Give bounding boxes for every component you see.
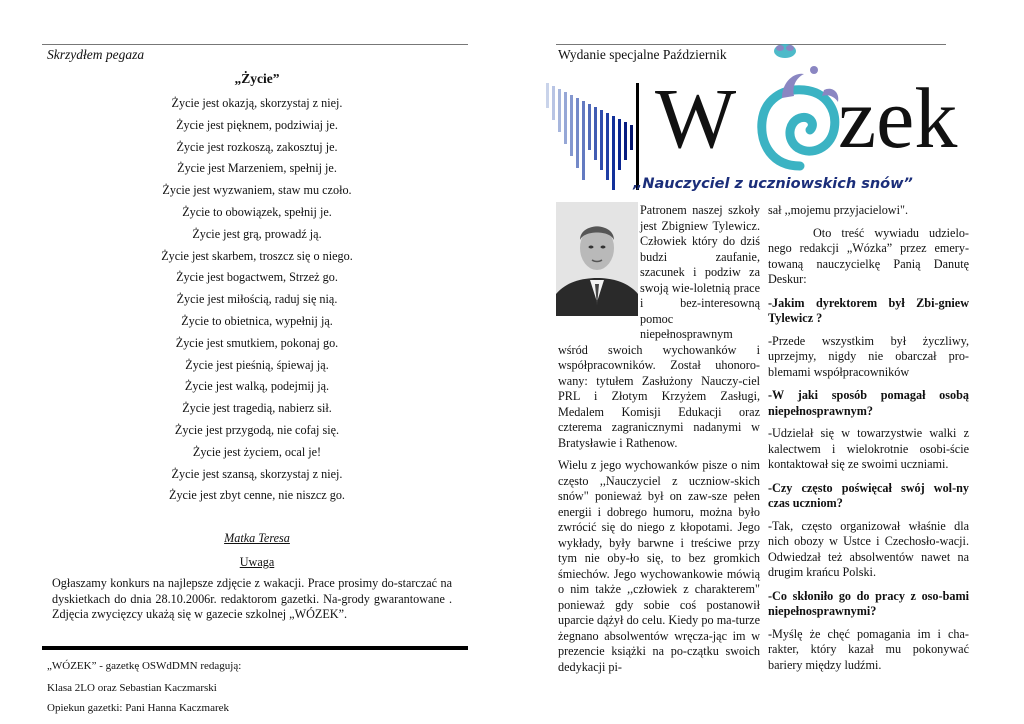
- notice-body: Ogłaszamy konkurs na najlepsze zdjęcie z wakacji. Prace prosimy do-starczać na dyskietkach do dnia 28.10.2006r. redaktorom gazetki. Na-grody gwarantowane . Zdjęcia zwycięzcy ukażą się w gazecie szkolnej „WÓZEK”.: [52, 576, 452, 621]
- decorative-bar: [552, 86, 555, 120]
- editors-line-1: „WÓZEK” - gazetkę OSWdDMN redagują:: [47, 660, 242, 672]
- poem-line: Życie jest zbyt cenne, nie niszcz go.: [169, 488, 345, 503]
- decorative-bar: [594, 107, 597, 160]
- notice-title: Uwaga: [239, 555, 275, 569]
- article-paragraph-1: Patronem naszej szkoły jest Zbigniew Tylewicz. Człowiek który do dziś budzi zaufanie, szacunek i podziw za swoją wie-loletnią prace i bez-interesowną pomoc niepełnosprawnym wśród swoich wychowanków i współpracowników. Został uhonoro-wany: tytułem Zasłużony Nauczy-ciel PRL i Złotym Krzyżem Zasługi, Medalem Komisji Edukacji oraz czterema zagranicznymi nadanymi w Bratysławie i Rathenow.: [558, 203, 760, 450]
- poem-line: Życie jest bogactwem, Strzeż go.: [176, 270, 338, 285]
- section-title: Skrzydłem pegaza: [47, 47, 145, 62]
- interview-answer: -Udzielał się w towarzystwie walki z kalectwem i wielokrotnie osobi-ście kontaktował się ze swoimi uczniami.: [768, 426, 969, 471]
- poem-line: Życie jest skarbem, troszcz się o niego.: [161, 248, 353, 263]
- right-top-rule: [556, 44, 946, 45]
- decorative-bar: [582, 101, 585, 180]
- article-column-2: [768, 203, 969, 673]
- poem-line: Życie jest okazją, skorzystaj z niej.: [171, 96, 343, 110]
- poem-line: Życie jest miłością, raduj się nią.: [176, 292, 338, 307]
- article-column-1: [558, 203, 760, 675]
- swirl-o-icon: [752, 60, 848, 172]
- decorative-bar: [600, 110, 603, 170]
- editors-line-3: Opiekun gazetki: Pani Hanna Kaczmarek: [47, 702, 230, 714]
- poem-line: Życie jest tragedią, nabierz sił.: [182, 401, 332, 416]
- decorative-bar: [570, 95, 573, 156]
- poem-line: Życie jest wyzwaniem, staw mu czoło.: [162, 183, 352, 198]
- poem-title: „Życie”: [234, 71, 280, 86]
- decorative-bar: [636, 83, 639, 190]
- interview-intro: sał ,,mojemu przyjacielowi".: [768, 203, 909, 217]
- left-top-rule: [42, 44, 468, 45]
- logo-letter-w: W: [655, 70, 737, 166]
- edition-label: Wydanie specjalne Październik: [558, 47, 727, 62]
- poem-line: Życie jest rozkoszą, zakosztuj je.: [176, 139, 338, 154]
- decorative-bar: [564, 92, 567, 144]
- interview-answer: -Myślę że chęć pomagania im i cha-rakter, który kazał mu pokonywać bariery między ludźmi.: [768, 626, 969, 672]
- poem-line: Życie to obowiązek, spełnij je.: [182, 204, 332, 219]
- poem: [47, 68, 467, 507]
- decorative-bar: [624, 122, 627, 160]
- logo-letters-zek: zek: [838, 70, 958, 166]
- decorative-bar: [606, 113, 609, 180]
- poem-line: Życie jest Marzeniem, spełnij je.: [177, 161, 337, 176]
- poem-line: Życie jest pieśnią, śpiewaj ją.: [185, 357, 329, 372]
- swirl-small-icon: [771, 40, 799, 60]
- decorative-bar: [588, 104, 591, 150]
- poem-line: Życie jest smutkiem, pokonaj go.: [175, 335, 339, 350]
- article-headline: „Nauczyciel z uczniowskich snów”: [633, 176, 913, 192]
- interview-question: -Czy często poświęcał swój wol-ny czas uczniom?: [768, 480, 969, 510]
- interview-answer: -Przede wszystkim był życzliwy, uprzejmy, nigdy nie obarczał pro-blemami współpracowników: [768, 333, 969, 379]
- footer-thick-rule: [42, 646, 468, 650]
- editors-line-2: Klasa 2LO oraz Sebastian Kaczmarski: [47, 682, 217, 694]
- article-paragraph-2: Wielu z jego wychowanków pisze o nim często ,,Nauczyciel z uczniow-skich snów" ponieważ był on zaw-sze pełen energii i dobrego humoru, można było zwrócić się do niego z kłopotami. Jego wykłady, były barwne i treściwe przy tym nie oby-ło się, to bez gromkich śmiechów. Jego wychowankowie mówią o nim także ,,człowiek z charakterem" ponieważ gdy sobie coś postanowił uparcie dążył do celu. Kiedy po ma-turze żegnano absolwentów wręcza-jąc im w prezencie książki na po-czątku swoich dedykacji pi-: [558, 458, 760, 674]
- interview-question: -Jakim dyrektorem był Zbi-gniew Tylewicz ?: [768, 295, 969, 325]
- decorative-bar: [612, 116, 615, 190]
- interview-answer: -Tak, często organizował właśnie dla nich obozy w Ustce i Czechosło-wacji. Odwiedzał też absolwentów nawet na drugim krańcu Polski.: [768, 518, 969, 579]
- decorative-bar: [546, 83, 549, 108]
- poem-line: Życie jest szansą, skorzystaj z niej.: [171, 466, 343, 481]
- poem-line: Życie jest życiem, ocal je!: [192, 444, 322, 459]
- poem-line: Życie jest przygodą, nie cofaj się.: [174, 422, 340, 437]
- decorative-bar: [576, 98, 579, 168]
- poem-line: Życie to obietnica, wypełnij ją.: [181, 313, 333, 328]
- poem-line: Życie jest pięknem, podziwiaj je.: [176, 117, 338, 132]
- poem-lines: [47, 93, 467, 507]
- interview-question: -W jaki sposób pomagał osobą niepełnosprawnym?: [768, 388, 969, 418]
- poem-line: Życie jest grą, prowadź ją.: [192, 226, 322, 241]
- poem-line: Życie jest walką, podejmij ją.: [184, 379, 330, 394]
- interview-intro: Oto treść wywiadu udzielo-nego redakcji „Wózka” przez emery-towaną nauczycielkę Panią Danutę Deskur:: [768, 225, 969, 286]
- poem-author: Matka Teresa: [224, 531, 290, 545]
- decorative-bar: [630, 125, 633, 150]
- interview-question: -Co skłoniło go do pracy z oso-bami niepełnosprawnymi?: [768, 588, 969, 618]
- decorative-bar: [558, 89, 561, 132]
- decorative-bar: [618, 119, 621, 170]
